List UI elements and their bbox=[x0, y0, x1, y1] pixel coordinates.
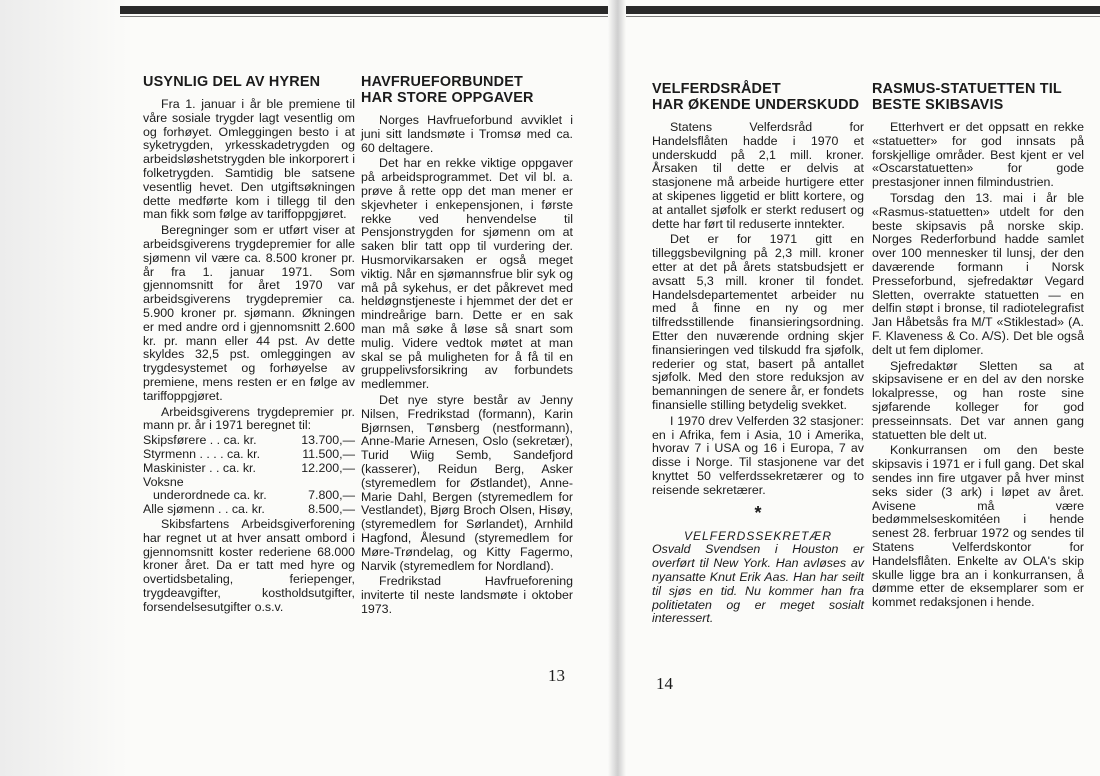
article-heading bbox=[872, 81, 1084, 113]
section-star: * bbox=[754, 502, 762, 523]
row-label: underordnede ca. kr. bbox=[153, 488, 267, 503]
article-heading: USYNLIG DEL AV HYREN bbox=[143, 74, 321, 90]
row-value: 12.200,— bbox=[301, 460, 355, 475]
page-edge-shadow bbox=[0, 0, 128, 776]
heading-line: HAVFRUEFORBUNDET bbox=[361, 74, 524, 90]
table-row bbox=[143, 462, 355, 476]
premium-table bbox=[143, 434, 355, 517]
article-havfrueforbundet bbox=[361, 74, 573, 617]
page-gutter bbox=[608, 0, 626, 776]
paragraph: Arbeidsgiverens trygdepremier pr. mann pr. år i 1971 beregnet til: bbox=[143, 404, 355, 433]
paragraph: Det er for 1971 gitt en tilleggsbevilgning på 2,3 mill. kroner etter at det på årets statsbudsjett er avsatt 5,3 mill. kroner til fondet. Handelsdepartementet arbeider nu med å finne en ny og mer tilfredsstillende finansieringsordning. Etter den nuværende ordning skjer finansieringen ved tilskudd fra sjøfolk, rederier og stat, basert på antallet sjøfolk. Med den store reduksjon av bemanningen de senere år, er fondets finansielle stilling betydelig svekket. bbox=[652, 232, 864, 412]
row-value: 13.700,— bbox=[301, 433, 355, 448]
page-number-right: 14 bbox=[656, 674, 673, 693]
heading-line: VELFERDSRÅDET bbox=[652, 81, 781, 97]
paragraph: Norges Havfrueforbund avviklet i juni sitt landsmøte i Tromsø med ca. 60 deltagere. bbox=[361, 113, 573, 155]
row-value: 7.800,— bbox=[308, 488, 355, 503]
article-usynlig-del bbox=[143, 74, 355, 614]
heading-line: HAR STORE OPPGAVER bbox=[361, 90, 534, 106]
heading-line: RASMUS-STATUETTEN TIL bbox=[872, 81, 1062, 97]
row-label: Alle sjømenn . . ca. kr. bbox=[143, 502, 265, 517]
paragraph: Beregninger som er utført viser at arbeidsgiverens trygdepremier for alle sjømenn vil være ca. 8.500 kroner pr. år fra 1. januar 1971. Som gjennomsnitt for året 1970 var arbeidsgiverens trygdepremier ca. 5.900 kroner pr. sjømann. Økningen er med andre ord i gjennomsnitt 2.600 kr. pr. mann eller 44 pst. Av dette skyldes 32,5 pst. omleggingen av trygdesystemet og forhøyelse av premiene, mens resten er en følge av tariffoppgjøret. bbox=[143, 223, 355, 403]
paragraph: Statens Velferdsråd for Handelsflåten hadde i 1970 et underskudd på 2,1 mill. kroner. Årsaken til dette er delvis at stasjonene må arbeide hurtigere etter at skipenes liggetid er blitt kortere, og at antallet sjøfolk er sterkt redusert og dette har ført til reduserte inntekter. bbox=[652, 120, 864, 231]
paragraph: Sjefredaktør Sletten sa at skipsavisene er en del av den norske lokalpresse, og han roste sine sjøfarende kolleger for god presseinnsats. Det var annen gang statuetten ble delt ut. bbox=[872, 358, 1084, 442]
paragraph: Etterhvert er det oppsatt en rekke «statuetter» for god innsats på forskjellige områder. Best kjent er vel «Oscarstatuetten» for gode prestasjoner innen filmindustrien. bbox=[872, 120, 1084, 190]
row-label: Skipsførere . . ca. kr. bbox=[143, 433, 257, 448]
page-number-left: 13 bbox=[548, 666, 565, 685]
table-row bbox=[143, 434, 355, 448]
table-row bbox=[143, 448, 355, 462]
paragraph: Torsdag den 13. mai i år ble «Rasmus-statuetten» utdelt for den beste skipsavis på norske skip. Norges Rederforbund hadde samlet over 100 mennesker til lunsj, der den daværende formann i Norsk Presseforbund, sjefredaktør Vegard Sletten, overrakte statuetten — en delfin støpt i bronse, til radiotelegrafist Jan Håbetsås fra M/T «Stiklestad» (A. F. Klaveness & Co. A/S). Det ble også delt ut fem diplomer. bbox=[872, 190, 1084, 357]
article-heading bbox=[652, 81, 864, 113]
heading-line: HAR ØKENDE UNDERSKUDD bbox=[652, 97, 860, 113]
paragraph: Det har en rekke viktige oppgaver på arbeidsprogrammet. Det vil bl. a. prøve å rette opp det man mener er skjevheter i enkepensjonen, i første rekke ved henvendelse til Pensjonstrygden for sjømenn om at saken blir tatt opp til vurdering der. Husmorvikarsaken er også meget viktig. Når en sjømannsfrue blir syk og må på sykehus, er det påkrevet med heldøgnstjeneste i hjemmet der det er mindreårige barn. Dette er en sak man må søke å løse så snart som mulig. Videre vedtok møtet at man skal se på muligheten for å få til en gruppelivsforsikring av forbundets medlemmer. bbox=[361, 156, 573, 392]
paragraph: Konkurransen om den beste skipsavis i 1971 er i full gang. Det skal sendes inn fire utgaver på hver minst seks sider (3 ark) i løpet av året. Avisene må være bedømmelseskomitéen i hende senest 28. ferbruar 1972 og sendes til Statens Velferdskontor for Handelsflåten. Enkelte av OLA's skip skulle ligge bra an i konkurransen, å dømme etter de eksemplarer som er kommet redaksjonen i hende. bbox=[872, 443, 1084, 610]
paragraph: Osvald Svendsen i Houston er overført til New York. Han avløses av nyansatte Knut Erik Aas. Han har seilt til sjøs en tid. Nu kommer han fra politietaten og er meget sosialt interessert. bbox=[652, 542, 864, 626]
row-value: 8.500,— bbox=[308, 502, 355, 517]
row-value: 11.500,— bbox=[302, 446, 355, 461]
paragraph: I 1970 drev Velferden 32 stasjoner: en i Afrika, fem i Asia, 10 i Amerika, hvorav 7 i USA og 16 i Europa, 7 av disse i Norge. Til stasjonene var det knyttet 50 velferdssekretærer og to reisende sekretærer. bbox=[652, 413, 864, 497]
article-heading bbox=[361, 74, 573, 106]
table-row bbox=[143, 503, 355, 517]
paragraph: Fredrikstad Havfrueforening inviterte til neste landsmøte i oktober 1973. bbox=[361, 574, 573, 616]
row-label: Maskinister . . ca. kr. bbox=[143, 460, 256, 475]
paragraph: Skibsfartens Arbeidsgiverforening har regnet ut at hver ansatt ombord i gjennomsnitt koster rederiene 68.000 kroner året. Da er tatt med hyre og overtidsbetaling, feriepenger, trygdeavgifter, kostholdsutgifter, forsendelsesutgifter o.s.v. bbox=[143, 516, 355, 614]
row-label: Voksne bbox=[143, 474, 184, 489]
sub-article bbox=[652, 543, 864, 626]
sub-heading: VELFERDSSEKRETÆR bbox=[683, 528, 833, 543]
article-velferdsradet bbox=[652, 81, 864, 626]
article-rasmus-statuetten bbox=[872, 81, 1084, 610]
paragraph: Det nye styre består av Jenny Nilsen, Fredrikstad (formann), Karin Bjørnsen, Tønsberg (nestformann), Anne-Marie Arnesen, Oslo (sekretær), Turid Wiig Semb, Sandefjord (kasserer), Reidun Berg, Asker (styremedlem for Østlandet), Anne-Marie Dahl, Bergen (styremedlem for Vestlandet), Bjørg Broch Olsen, Hisøy, (styremedlem for Sørlandet), Arnhild Hagfond, Ålesund (styremedlem for Møre-Trøndelag, og Kitty Fagermo, Narvik (styremedlem for Nordland). bbox=[361, 392, 573, 573]
paragraph: Fra 1. januar i år ble premiene til våre sosiale trygder lagt vesentlig om og forhøyet. Omleggingen besto i at syketrygden, yrkesskadetrygden og arbeidsløshetstrygden ble inkorporert i folketrygden. Samtidig ble satsene vesentlig hevet. Den utgiftsøkningen dette medførte kom i tillegg til den man fikk som følge av tariffoppgjøret. bbox=[143, 97, 355, 222]
row-label: Styrmenn . . . . ca. kr. bbox=[143, 446, 261, 461]
heading-line: BESTE SKIBSAVIS bbox=[872, 97, 1004, 113]
table-row bbox=[143, 476, 355, 490]
table-row bbox=[143, 489, 355, 503]
